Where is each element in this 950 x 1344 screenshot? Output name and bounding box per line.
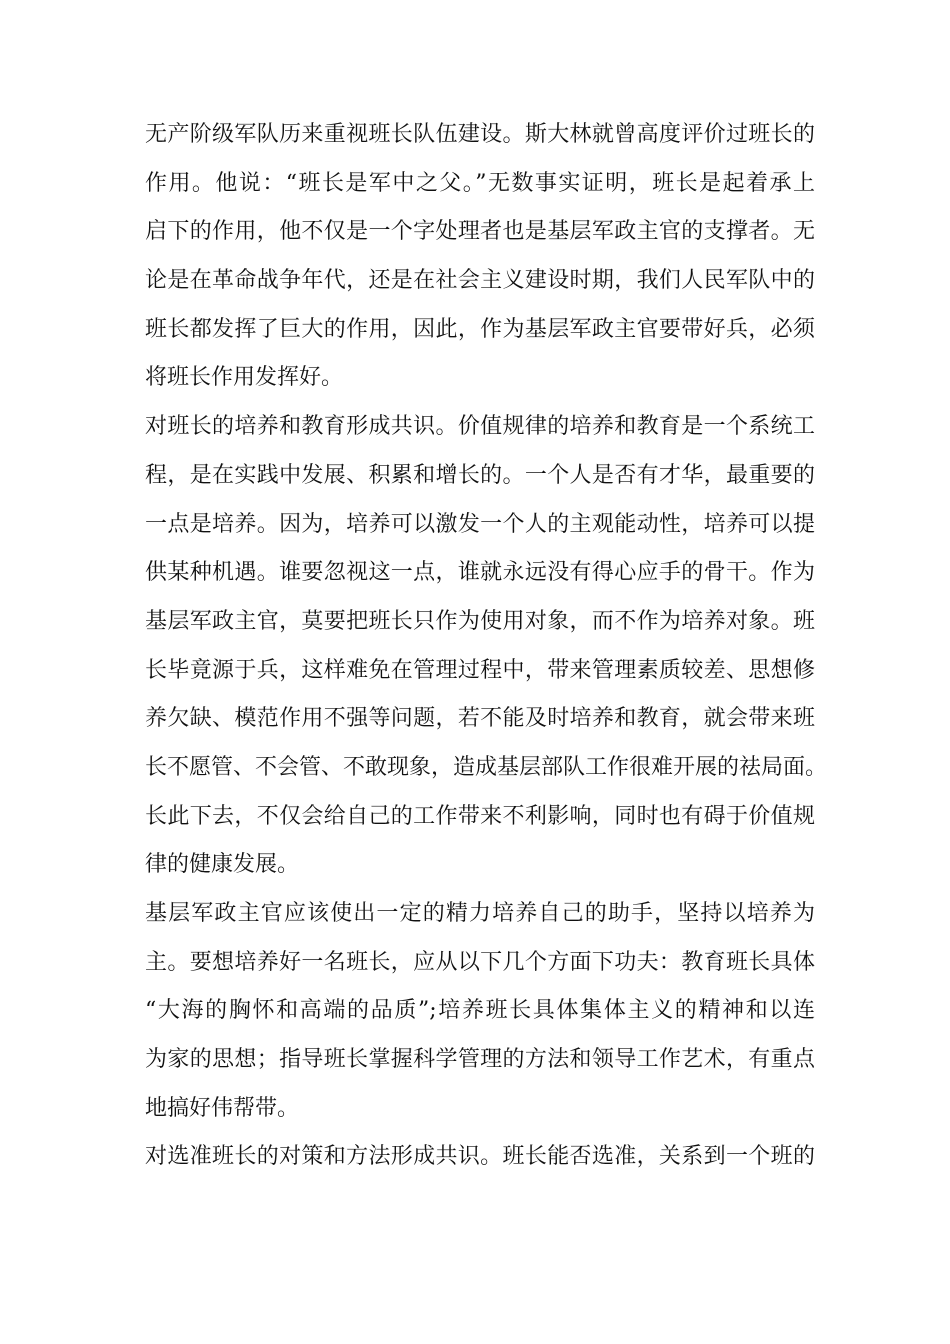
text-line: 主。要想培养好一名班长，应从以下几个方面下功夫：教育班长具体 bbox=[145, 949, 815, 975]
text-line: 长毕竟源于兵，这样难免在管理过程中，带来管理素质较差、思想修 bbox=[145, 657, 815, 683]
text-line: 基层军政主官，莫要把班长只作为使用对象，而不作为培养对象。班 bbox=[145, 608, 815, 634]
text-line: 一点是培养。因为，培养可以激发一个人的主观能动性，培养可以提 bbox=[145, 511, 815, 537]
text-line: 启下的作用，他不仅是一个字处理者也是基层军政主官的支撑者。无 bbox=[145, 219, 815, 245]
text-line: 将班长作用发挥好。 bbox=[145, 365, 344, 391]
text-line: 程，是在实践中发展、积累和增长的。一个人是否有才华，最重要的 bbox=[145, 462, 815, 488]
text-line: 长此下去，不仅会给自己的工作带来不利影响，同时也有碍于价值规 bbox=[145, 803, 815, 829]
text-line: 作用。他说：“班长是军中之父。”无数事实证明，班长是起着承上 bbox=[145, 170, 815, 196]
paragraph-3 bbox=[145, 890, 815, 1133]
text-line: 论是在革命战争年代，还是在社会主义建设时期，我们人民军队中的 bbox=[145, 268, 815, 294]
paragraph-1 bbox=[145, 111, 815, 403]
text-line: 对班长的培养和教育形成共识。价值规律的培养和教育是一个系统工 bbox=[145, 414, 815, 440]
document-body bbox=[145, 111, 828, 1182]
text-line: 无产阶级军队历来重视班长队伍建设。斯大林就曾高度评价过班长的 bbox=[145, 122, 815, 147]
text-line: 律的健康发展。 bbox=[145, 852, 300, 878]
text-line: 长不愿管、不会管、不敢现象，造成基层部队工作很难开展的祛局面。 bbox=[145, 754, 828, 780]
text-line: 地搞好伟帮带。 bbox=[145, 1095, 300, 1121]
text-line: “大海的胸怀和高端的品质”;培养班长具体集体主义的精神和以连 bbox=[145, 998, 815, 1024]
text-line: 为家的思想；指导班长掌握科学管理的方法和领导工作艺术，有重点 bbox=[145, 1047, 815, 1073]
text-line: 养欠缺、模范作用不强等问题，若不能及时培养和教育，就会带来班 bbox=[145, 706, 815, 732]
paragraph-2 bbox=[145, 403, 828, 890]
text-line: 班长都发挥了巨大的作用，因此，作为基层军政主官要带好兵，必须 bbox=[145, 316, 815, 342]
text-line: 供某种机遇。谁要忽视这一点，谁就永远没有得心应手的骨干。作为 bbox=[145, 560, 815, 586]
text-line: 基层军政主官应该使出一定的精力培养自己的助手，坚持以培养为 bbox=[145, 901, 815, 926]
paragraph-4 bbox=[145, 1133, 815, 1182]
text-line: 对选准班长的对策和方法形成共识。班长能否选准，关系到一个班的 bbox=[145, 1144, 815, 1170]
